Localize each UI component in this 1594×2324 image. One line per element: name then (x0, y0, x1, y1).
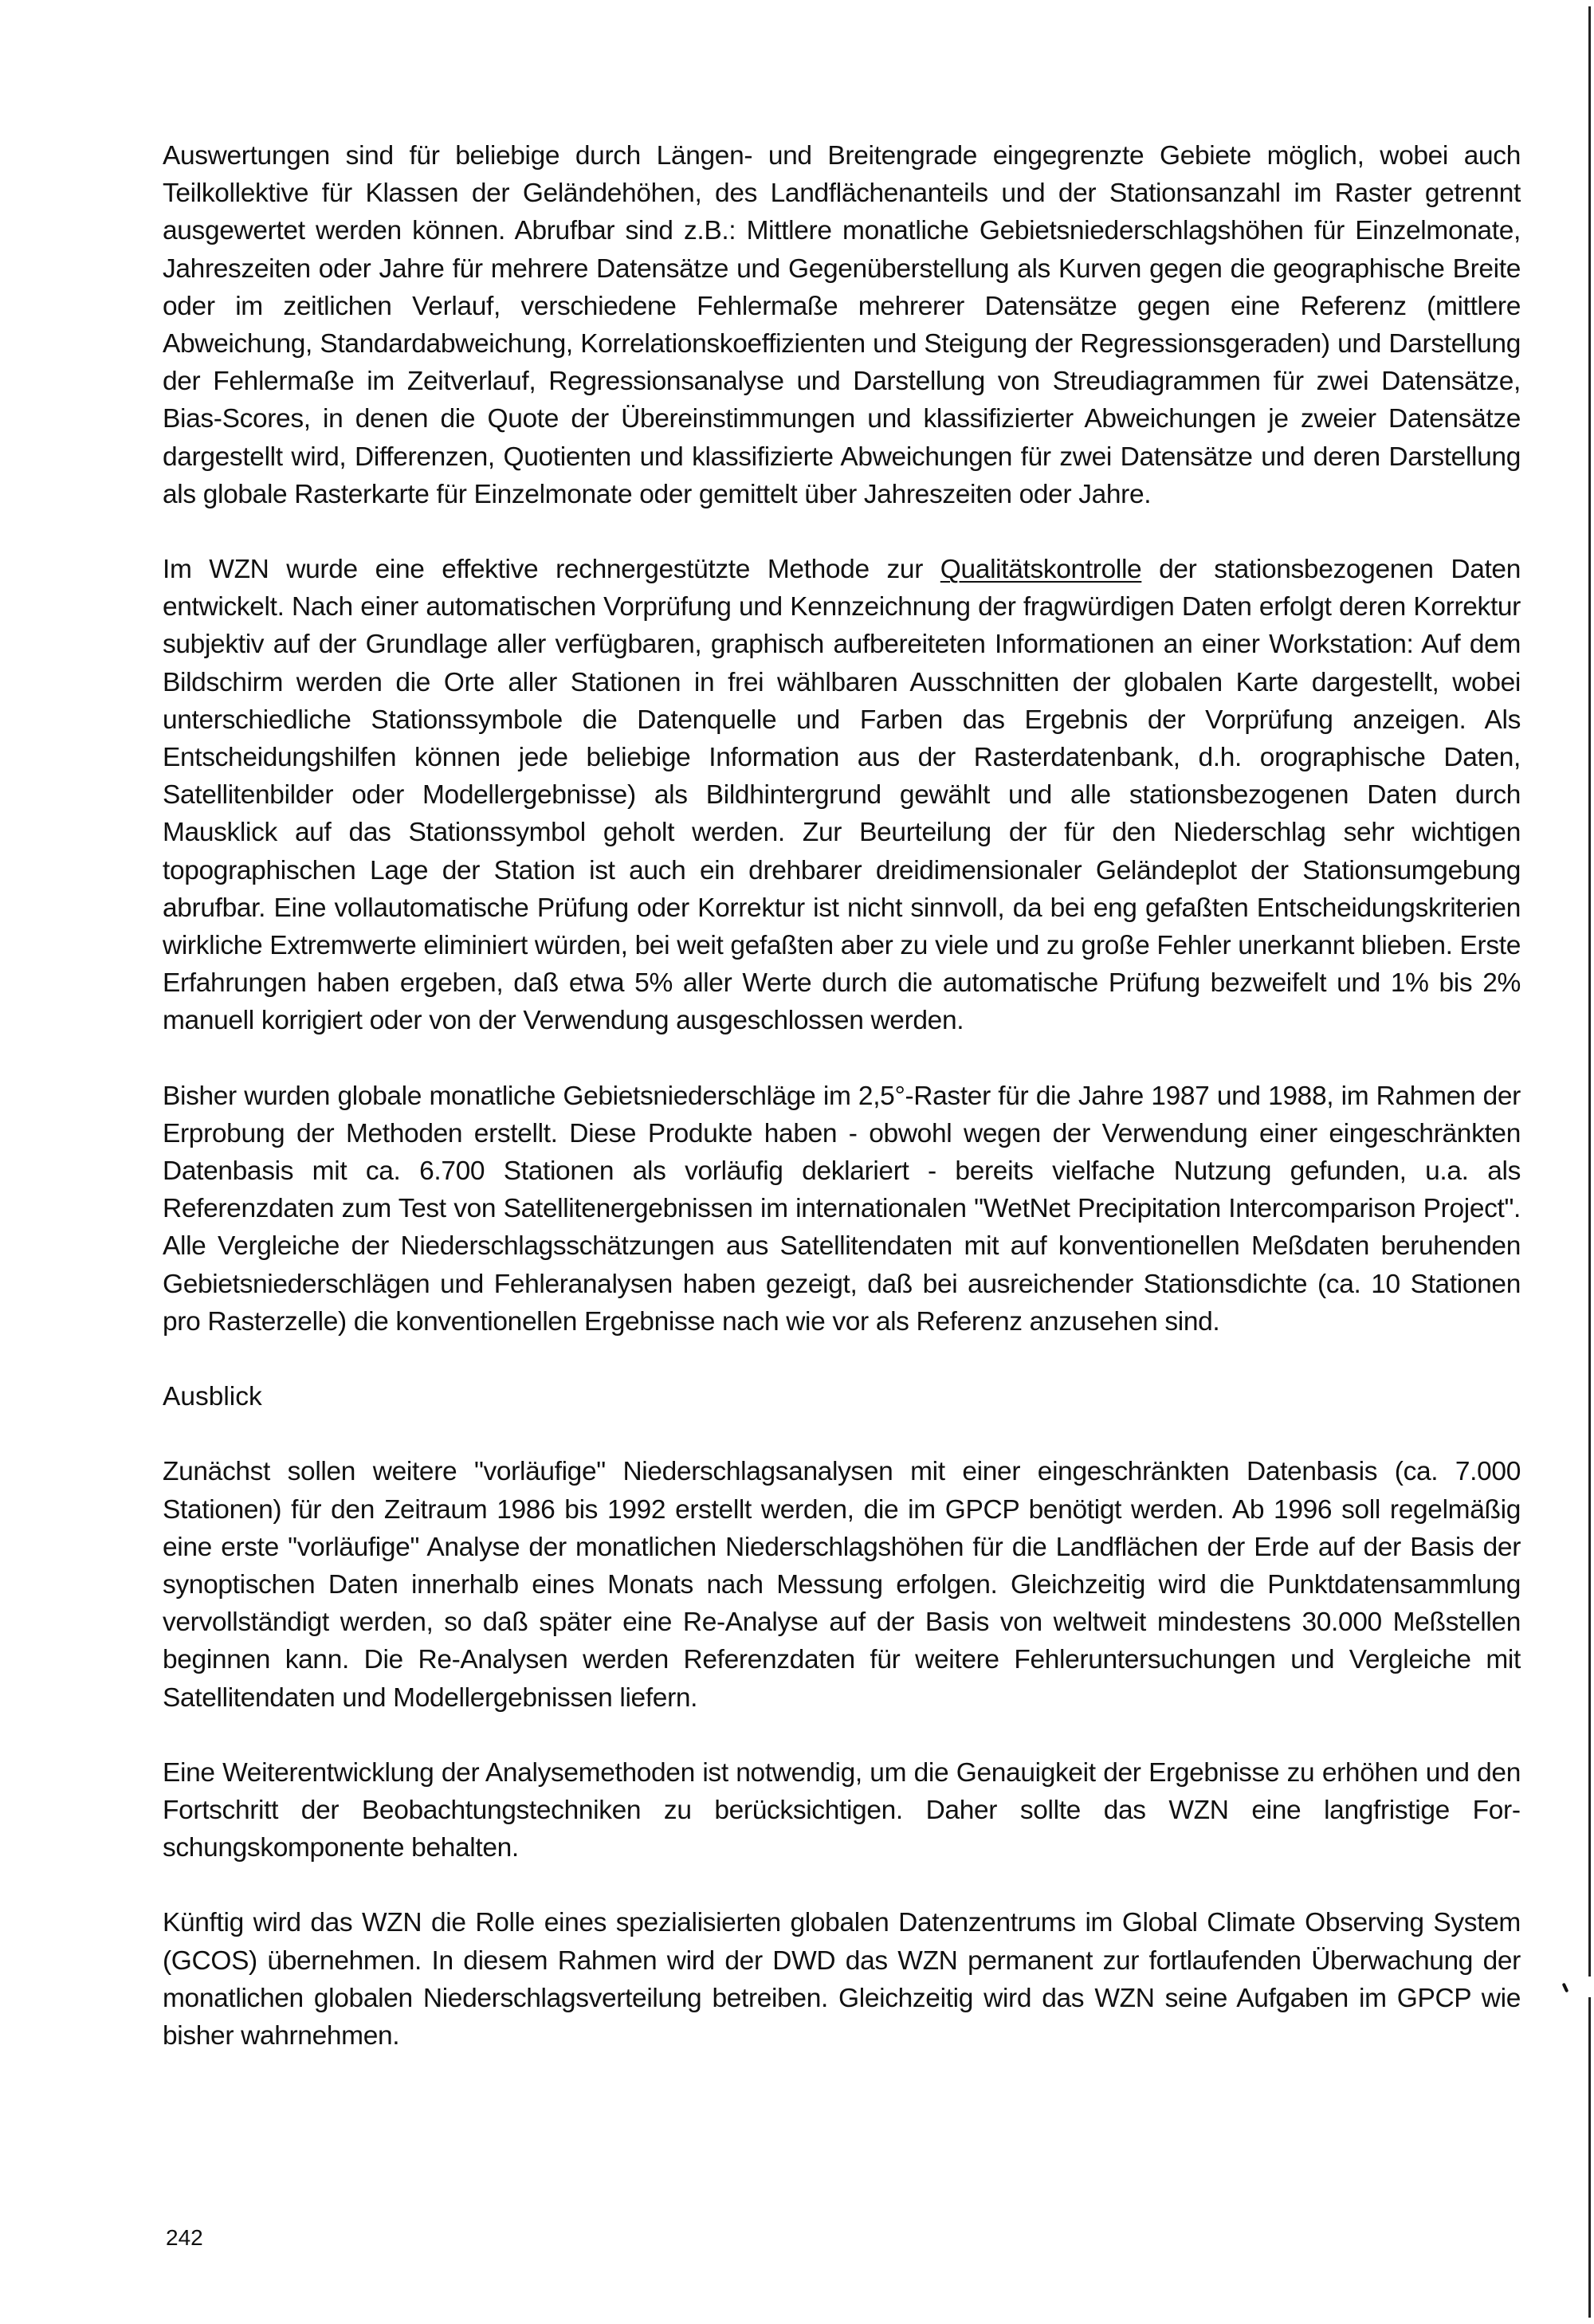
section-heading-ausblick: Ausblick (163, 1382, 262, 1412)
paragraph-future-analyses: Zunächst sollen weitere "vorläufige" Niederschlagsanalysen mit einer eingeschränkten Datenbasis (ca. 7.000 Stationen) für den Zeitraum 1986 bis 1992 erstellt werden, die im GPCP benötigt werden. Ab 1996 soll regelmäßig eine erste "vorläufige" Analyse der monatlichen Niederschlagshöhen für die Landflächen der Erde auf der Basis der synoptischen Daten innerhalb eines Monats nach Messung erfolgen. Gleichzeitig wird die Punktdatensammlung vervollständigt werden, so daß später eine Re-Analyse auf der Basis von weltweit mindestens 30.000 Meßstellen beginnen kann. Die Re-Analysen werden Referenzdaten für weitere Fehleruntersuchungen und Vergleiche mit Satellitendaten und Modellergebnissen liefern. (163, 1457, 1521, 1713)
paragraph-gap (163, 1341, 1521, 1378)
paragraph-gcos-role: Künftig wird das WZN die Rolle eines spezialisierten globalen Datenzentrums im Global Climate Observing System (GCOS) übernehmen. In diesem Rahmen wird der DWD das WZN permanent zur fortlaufenden Überwachung der monatlichen globalen Niederschlagsverteilung betreiben. Gleichzeitig wird das WZN seine Aufgaben im GPCP wie bisher wahrnehmen. (163, 1908, 1521, 2051)
paragraph-quality-control-lead: Im WZN wurde eine effektive rechnergestützte Methode zur (163, 555, 940, 585)
paragraph-analysis-options: Auswertungen sind für beliebige durch Längen- und Breitengrade eingegrenzte Gebiete möglich, wobei auch Teilkollektive für Klassen der Geländehöhen, des Landflächenanteils und der Stationsanzahl im Raster getrennt ausgewertet werden können. Abrufbar sind z.B.: Mittlere monatliche Gebietsniederschlagshöhen für Einzelmonate, Jahreszeiten oder Jahre für mehrere Datensätze und Gegenüberstellung als Kurven gegen die geographische Breite oder im zeitlichen Verlauf, verschiedene Fehlermaße mehrerer Datensätze gegen eine Referenz (mittlere Abweichung, Standardabweichung, Korrelationskoeffizienten und Steigung der Regressionsgeraden) und Darstellung der Fehlermaße im Zeitverlauf, Regressionsanalyse und Darstellung von Streudiagrammen für zwei Datensätze, Bias-Scores, in denen die Quote der Übereinstimmungen und klassifizierter Abweichungen je zweier Datensätze dargestellt wird, Differenzen, Quotienten und klassifizierte Abweichungen für zwei Datensätze und deren Darstellung als globale Rasterkarte für Einzelmonate oder gemittelt über Jahreszeiten oder Jahre. (163, 141, 1521, 509)
underlined-term-qualitaetskontrolle: Qualitätskontrolle (940, 555, 1142, 585)
paragraph-quality-control (163, 551, 1521, 1040)
paragraph-gap (163, 1040, 1521, 1078)
paragraph-gap (163, 1717, 1521, 1754)
paragraph-quality-control-rest: der stationsbezogenen Daten entwickelt. Nach einer automatischen Vorprüfung und Kennzeichnung der fragwürdigen Daten erfolgt deren Korrektur subjektiv auf der Grundlage aller verfügbaren, graphisch aufbereiteten Informationen an einer Workstation: Auf dem Bildschirm werden die Orte aller Stationen in frei wählbaren Ausschnitten der globalen Karte dargestellt, wobei unterschiedliche Stationssymbole die Datenquelle und Farben das Ergebnis der Vorprüfung anzeigen. Als Entscheidungshilfen können jede beliebige Information aus der Rasterdatenbank, d.h. orographische Daten, Satellitenbilder oder Modellergebnisse) als Bildhintergrund gewählt und alle stationsbezogenen Daten durch Mausklick auf das Stationssymbol geholt werden. Zur Beurteilung der für den Niederschlag sehr wichtigen topographischen Lage der Station ist auch ein drehbarer dreidimensionaler Geländeplot der Stationsumgebung abrufbar. Eine vollautomatische Prüfung oder Korrektur ist nicht sinnvoll, da bei eng gefaßten Entscheidungskriterien wirkliche Extremwerte eliminiert würden, bei weit gefaßten aber zu viele und zu große Fehler unerkannt blieben. Erste Erfahrungen haben ergeben, daß etwa 5% aller Werte durch die automatische Prüfung bezweifelt und 1% bis 2% manuell korrigiert oder von der Verwendung ausgeschlossen werden. (163, 555, 1521, 1036)
scan-edge-gap (1586, 1977, 1594, 1997)
paragraph-results-so-far: Bisher wurden globale monatliche Gebietsniederschläge im 2,5°-Raster für die Jahre 1987 und 1988, im Rahmen der Erprobung der Methoden erstellt. Diese Produkte haben - obwohl wegen der Verwendung einer eingeschränkten Datenbasis mit ca. 6.700 Stationen als vorläufig deklariert - bereits vielfache Nutzung gefunden, u.a. als Referenzdaten zum Test von Satellitenergebnissen im internationalen "WetNet Precipitation Intercomparison Project". Alle Vergleiche der Niederschlagsschätzungen aus Satellitendaten mit auf konventionellen Meßdaten beruhenden Gebietsniederschlägen und Fehleranalysen haben gezeigt, daß bei ausreichender Stationsdichte (ca. 10 Stationen pro Rasterzelle) die konventionellen Ergebnisse nach wie vor als Referenz anzusehen sind. (163, 1081, 1521, 1337)
page-number: 242 (166, 2225, 203, 2250)
paragraph-method-development: Eine Weiterentwicklung der Analysemethoden ist notwendig, um die Genauigkeit der Ergebnisse zu erhöhen und den Fortschritt der Beobachtungstechniken zu berücksichtigen. Daher sollte das WZN eine langfristige Forschungskomponente behalten. (163, 1757, 1521, 1863)
body-text (163, 137, 1521, 2055)
paragraph-gap (163, 1415, 1521, 1453)
scan-speck (1562, 1983, 1569, 1993)
paragraph-gap (163, 1867, 1521, 1904)
paragraph-gap (163, 513, 1521, 551)
scan-edge-line (1588, 6, 1591, 2318)
